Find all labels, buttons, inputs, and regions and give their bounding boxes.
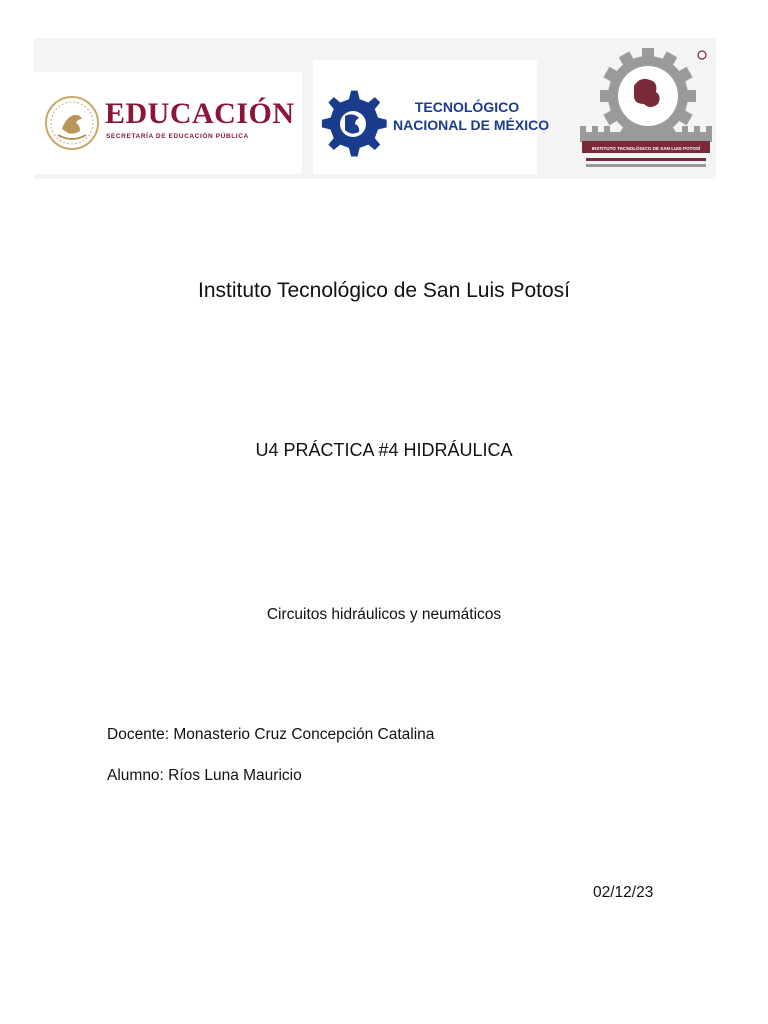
tecnm-gear-icon: [313, 60, 389, 174]
teacher-name: Docente: Monasterio Cruz Concepción Catalina: [107, 726, 435, 743]
itslp-ribbon-text: INSTITUTO TECNOLÓGICO DE SAN LUIS POTOSÍ: [591, 146, 701, 151]
itslp-logo: [576, 40, 716, 178]
sep-logo-title: EDUCACIÓN: [105, 97, 295, 130]
student-name: Alumno: Ríos Luna Mauricio: [107, 767, 302, 784]
mexican-coat-of-arms-icon: [44, 95, 100, 151]
tecnm-logo-line1: TECNOLÓGICO: [414, 99, 520, 115]
tecnm-logo-line2: NACIONAL DE MÉXICO: [393, 117, 550, 133]
subject-name: Circuitos hidráulicos y neumáticos: [266, 606, 502, 623]
document-date: 02/12/23: [593, 884, 654, 901]
institution-name: Instituto Tecnológico de San Luis Potosí: [197, 279, 571, 302]
practice-title: U4 PRÁCTICA #4 HIDRÁULICA: [255, 440, 513, 460]
sep-logo-subtitle: SECRETARÍA DE EDUCACIÓN PÚBLICA: [106, 133, 249, 140]
